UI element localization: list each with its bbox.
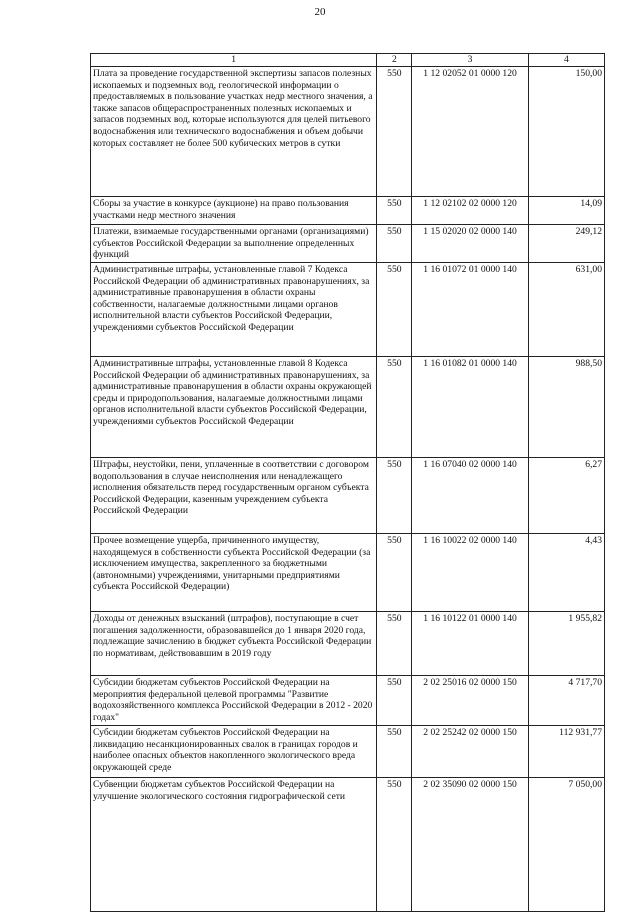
budget-code-cell: 1 16 07040 02 0000 140 [412,458,528,534]
column-header-1: 1 [91,54,377,67]
amount-cell: 6,27 [528,458,604,534]
budget-code-cell: 1 12 02052 01 0000 120 [412,67,528,197]
admin-code-cell: 550 [377,534,412,612]
budget-code-cell: 1 16 10122 01 0000 140 [412,612,528,676]
table-row [91,225,605,263]
amount-cell: 4 717,70 [528,676,604,726]
amount-cell: 112 931,77 [528,726,604,778]
table-row [91,612,605,676]
table-row [91,67,605,197]
revenue-name-cell: Субвенции бюджетам субъектов Российской Федерации на улучшение экологического состояния гидрографической сети [91,778,377,912]
amount-cell: 631,00 [528,263,604,357]
admin-code-cell: 550 [377,726,412,778]
table-row [91,778,605,912]
amount-cell: 14,09 [528,197,604,225]
table-row [91,726,605,778]
budget-code-cell: 1 12 02102 02 0000 120 [412,197,528,225]
revenue-name-cell: Прочее возмещение ущерба, причиненного имуществу, находящемуся в собственности субъекта Российской Федерации (за исключением имущества, закрепленного за бюджетными (автономными) учреждениями, унитарными предприятиями субъекта Российской Федерации) [91,534,377,612]
table-row [91,534,605,612]
budget-code-cell: 1 16 01072 01 0000 140 [412,263,528,357]
column-header-4: 4 [528,54,604,67]
column-header-2: 2 [377,54,412,67]
admin-code-cell: 550 [377,67,412,197]
amount-cell: 988,50 [528,357,604,458]
amount-cell: 1 955,82 [528,612,604,676]
admin-code-cell: 550 [377,263,412,357]
revenue-name-cell: Доходы от денежных взысканий (штрафов), поступающие в счет погашения задолженности, образовавшейся до 1 января 2020 года, подлежащие зачислению в бюджет субъекта Российской Федерации по нормативам, действовавшим в 2019 году [91,612,377,676]
table-row [91,357,605,458]
revenue-name-cell: Штрафы, неустойки, пени, уплаченные в соответствии с договором водопользования в случае неисполнения или ненадлежащего исполнения обязательств перед государственным органом субъекта Российской Федерации, казенным учреждением субъекта Российской Федерации [91,458,377,534]
budget-code-cell: 2 02 35090 02 0000 150 [412,778,528,912]
amount-cell: 7 050,00 [528,778,604,912]
table-row [91,676,605,726]
table-row [91,197,605,225]
budget-code-cell: 1 16 10022 02 0000 140 [412,534,528,612]
revenue-name-cell: Плата за проведение государственной экспертизы запасов полезных ископаемых и подземных вод, геологической информации о предоставляемых в пользование участках недр местного значения, а также запасов общераспространенных полезных ископаемых и запасов подземных вод, которые используются для целей питьевого водоснабжения или технического водоснабжения и объем добычи которых составляет не более 500 кубических метров в сутки [91,67,377,197]
admin-code-cell: 550 [377,458,412,534]
budget-code-cell: 2 02 25242 02 0000 150 [412,726,528,778]
page-number: 20 [314,6,326,18]
amount-cell: 4,43 [528,534,604,612]
admin-code-cell: 550 [377,612,412,676]
budget-code-cell: 1 15 02020 02 0000 140 [412,225,528,263]
budget-code-cell: 2 02 25016 02 0000 150 [412,676,528,726]
revenue-name-cell: Сборы за участие в конкурсе (аукционе) на право пользования участками недр местного значения [91,197,377,225]
amount-cell: 249,12 [528,225,604,263]
table-row [91,458,605,534]
revenue-name-cell: Субсидии бюджетам субъектов Российской Федерации на ликвидацию несанкционированных свалок в границах городов и наиболее опасных объектов накопленного экологического вреда окружающей среде [91,726,377,778]
revenue-name-cell: Платежи, взимаемые государственными органами (организациями) субъектов Российской Федерации за выполнение определенных функций [91,225,377,263]
revenue-name-cell: Административные штрафы, установленные главой 8 Кодекса Российской Федерации об административных правонарушениях, за административные правонарушения в области охраны окружающей среды и природопользования, налагаемые должностными лицами органов исполнительной власти субъектов Российской Федерации, учреждениями субъектов Российской Федерации [91,357,377,458]
revenue-name-cell: Субсидии бюджетам субъектов Российской Федерации на мероприятия федеральной целевой программы "Развитие водохозяйственного комплекса Российской Федерации в 2012 - 2020 годах" [91,676,377,726]
column-header-3: 3 [412,54,528,67]
admin-code-cell: 550 [377,357,412,458]
table-header-row [91,54,605,67]
revenue-table [90,53,605,912]
revenue-name-cell: Административные штрафы, установленные главой 7 Кодекса Российской Федерации об административных правонарушениях, за административные правонарушения в области охраны собственности, налагаемые должностными лицами органов исполнительной власти субъектов Российской Федерации, учреждениями субъектов Российской Федерации [91,263,377,357]
admin-code-cell: 550 [377,197,412,225]
budget-code-cell: 1 16 01082 01 0000 140 [412,357,528,458]
amount-cell: 150,00 [528,67,604,197]
admin-code-cell: 550 [377,778,412,912]
table-row [91,263,605,357]
admin-code-cell: 550 [377,225,412,263]
admin-code-cell: 550 [377,676,412,726]
